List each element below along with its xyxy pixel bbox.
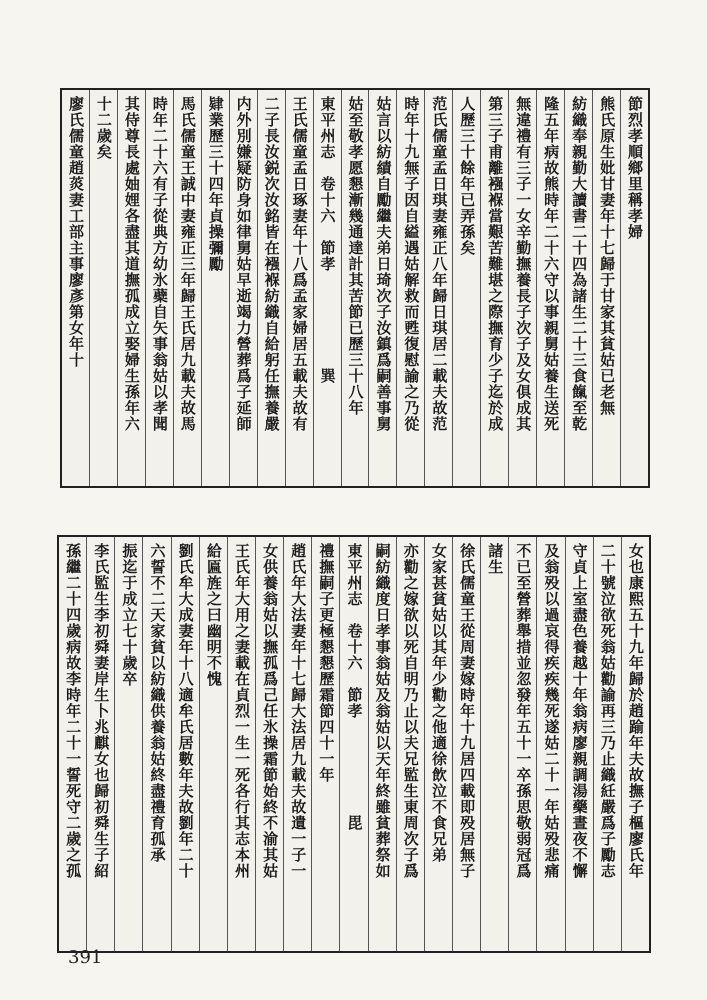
text-column (424, 537, 452, 951)
text-column (255, 537, 283, 951)
column-text: 禮撫嗣子更極懇懇歷霜節四十一年 (317, 543, 336, 783)
column-text: 亦勸之嫁欲以死自明乃止以夫兄監生東周次子爲 (401, 543, 420, 879)
column-text: 熊氏原生妣甘妻年十七歸于甘家其貧姑已老無 (598, 96, 617, 416)
text-column (564, 90, 592, 486)
text-column (114, 537, 142, 951)
text-column (396, 90, 424, 486)
text-column (452, 537, 480, 951)
text-column (257, 90, 285, 486)
page-number: 391 (68, 947, 103, 968)
column-text: 肄業歷三十四年貞操彌勵 (206, 96, 225, 272)
column-text: 振迄于成立七十歲卒 (120, 543, 139, 687)
column-grid-bottom (59, 537, 649, 951)
text-column (508, 90, 536, 486)
text-block-top (60, 88, 650, 488)
column-text: 劉氏牟大成妻年十八適牟氏居數年夫故劉年二十 (176, 543, 195, 879)
column-text: 無違禮有三子一女辛勤撫養長子次子及女俱成其 (514, 96, 533, 432)
text-column (620, 90, 648, 486)
column-text: 孫繼二十四歲病故李時年二十一誓死守二歲之孤 (64, 543, 83, 879)
column-text: 二子長汝鋭次汝銘皆在襁褓紡織自給躬任撫養嚴 (262, 96, 281, 432)
text-column (86, 537, 114, 951)
text-column (480, 537, 508, 951)
text-column (145, 90, 173, 486)
column-text: 其侍尊長處妯娌各盡其道撫孤成立娶婦生孫年六 (122, 96, 141, 432)
column-text: 節烈孝順鄉里稱孝婦 (626, 96, 645, 240)
text-column (59, 537, 86, 951)
text-block-bottom (57, 535, 651, 953)
text-column (201, 90, 229, 486)
text-column (368, 90, 396, 486)
column-text: 及翁殁以過哀得疾疾幾死遂姑二十一年姑殁悲痛 (542, 543, 561, 879)
text-column (341, 90, 369, 486)
text-column (227, 537, 255, 951)
column-text: 王氏儒童孟日琢妻年十八爲孟家婦居五載夫故有 (290, 96, 309, 432)
column-text: 女家甚貧姑以其年少勸之他適徐飲泣不食兄弟 (429, 543, 448, 863)
text-column (313, 90, 341, 486)
column-text: 姑言以紡績自勵繼夫弟日琦次子汝鎮爲嗣善事舅 (374, 96, 393, 432)
column-text: 女供養翁姑以撫孤爲己任氷操霜節始終不渝其姑 (261, 543, 280, 879)
column-text: 内外別嫌疑防身如律舅姑早逝竭力營葬爲子延師 (234, 96, 253, 432)
column-text: 紡織奉親勤大讀書二十四為諸生二十三食餼至乾 (570, 96, 589, 432)
text-column (396, 537, 424, 951)
column-grid-top (62, 90, 648, 486)
column-text: 守貞上室盡色養越十年翁病廖親調湯藥晝夜不懈 (570, 543, 589, 879)
column-text: 范氏儒童孟日琪妻雍正八年歸日琪居二載夫故范 (430, 96, 449, 432)
column-text: 東平州志 卷十六 節孝 巽 (318, 96, 337, 384)
column-text: 李氏監生李初舜妻岸生卜兆麒女也歸初舜生子紹 (92, 543, 111, 879)
text-column (62, 90, 89, 486)
text-column (592, 90, 620, 486)
text-column (311, 537, 339, 951)
column-text: 徐氏儒童王從周妻嫁時年十九居四載即殁居無子 (458, 543, 477, 879)
text-column (452, 90, 480, 486)
column-text: 人歷三十餘年已弄孫矣 (458, 96, 477, 256)
text-column (536, 537, 564, 951)
text-column (593, 537, 621, 951)
text-column (508, 537, 536, 951)
text-column (89, 90, 117, 486)
text-column (171, 537, 199, 951)
column-text: 隆五年病故熊時年二十六守以事親舅姑養生送死 (542, 96, 561, 432)
text-column (480, 90, 508, 486)
text-column (283, 537, 311, 951)
text-column (285, 90, 313, 486)
text-column (621, 537, 649, 951)
column-text: 廖氏儒童趙菼妻工部主事廖彥第女年十 (66, 96, 85, 368)
text-column (536, 90, 564, 486)
column-text: 二十號泣欲死翁姑勸諭再三乃止織紝嚴爲子勵志 (598, 543, 617, 879)
column-text: 嗣紡織度日孝事翁姑及翁姑以天年終雖貧葬祭如 (373, 543, 392, 879)
column-text: 姑至敬孝愿懇漸幾通達計其苦節已歷三十八年 (346, 96, 365, 416)
column-text: 給匾旌之曰幽明不愧 (204, 543, 223, 687)
text-column (229, 90, 257, 486)
text-column (424, 90, 452, 486)
column-text: 諸生 (486, 543, 505, 575)
column-text: 王氏年大用之妻載在貞烈一生一死各行其志本州 (232, 543, 251, 879)
text-column (565, 537, 593, 951)
column-text: 東平州志 卷十六 節孝 毘 (345, 543, 364, 831)
text-column (368, 537, 396, 951)
column-text: 女也康熙五十九年歸於趙踰年夫故撫子樞廖氏年 (626, 543, 645, 879)
column-text: 馬氏儒童王誠中妻雍正三年歸王氏居九載夫故馬 (178, 96, 197, 432)
column-text: 十二歲矣 (94, 96, 113, 160)
text-column (117, 90, 145, 486)
text-column (173, 90, 201, 486)
column-text: 時年二十六有子從典方幼氷蘗自矢事翁姑以孝聞 (150, 96, 169, 432)
column-text: 不已至營葬舉措並忽發年五十一卒孫思敬弱冠爲 (514, 543, 533, 879)
text-column (199, 537, 227, 951)
column-text: 六誓不二天家貧以紡織供養翁姑終盡禮育孤承 (148, 543, 167, 863)
column-text: 趙氏年大法妻年十七歸大法居九載夫故遺一子一 (289, 543, 308, 879)
column-text: 第三子甫離襁褓當艱苦難堪之際撫育少子迄於成 (486, 96, 505, 432)
column-text: 時年十九無子因自縊遇姑解救而甦復慰諭之乃從 (402, 96, 421, 432)
text-column (339, 537, 367, 951)
text-column (142, 537, 170, 951)
